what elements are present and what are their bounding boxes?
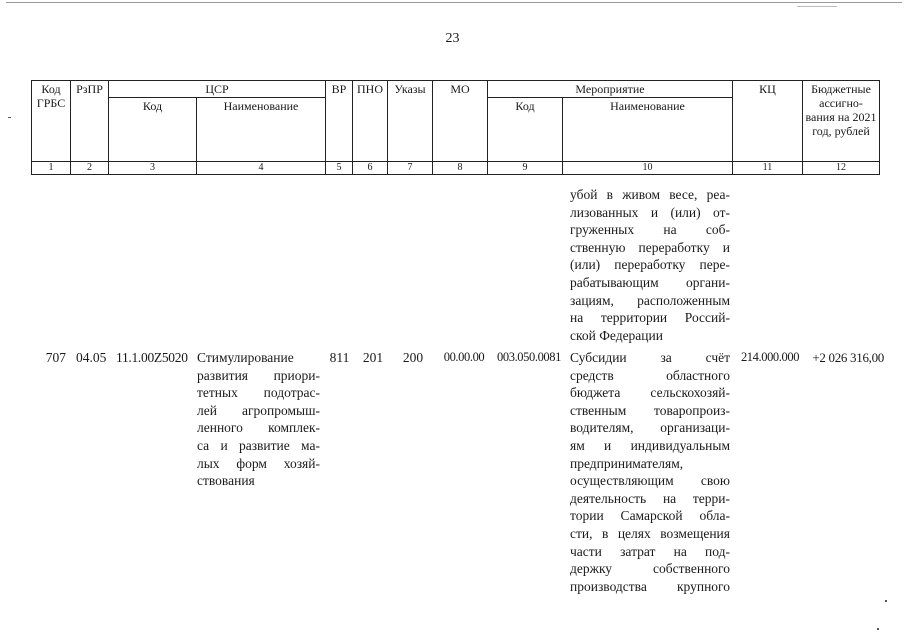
header-meropriyatie: Мероприятие [488,81,733,98]
row-mer-name: Субсидии за счёт средств областного бюджета сельскохозяй- ственным товаропроиз- водителям, организаци- ям и индивидуальным предпринимателям, осуществляющим свою деятельность на терри- тории Самарской обла- сти, в целях возмещения части затрат на под- держку собственного производства крупного [570,350,730,594]
row-rzpr: 04.05 [76,350,107,365]
row-kod-grbs: 707 [45,350,66,365]
row-kc: 214.000.000 [740,350,800,364]
row-mer-kod: 003.050.0081 [497,350,561,364]
page-top-edge [6,2,902,3]
column-number: 6 [353,162,388,175]
header-mer-kod: Код [488,98,563,162]
header-csr-kod: Код [109,98,197,162]
column-number: 3 [109,162,197,175]
header-mer-name: Наименование [563,98,733,162]
column-number: 2 [71,162,109,175]
header-rzpr: РзПР [71,81,109,162]
header-ukazy: Указы [388,81,433,162]
header-kod-grbs: Код ГРБС [32,81,71,162]
row-budget: +2 026 316,00 [812,350,884,365]
scan-speck [797,6,837,7]
row-vr: 811 [329,350,350,365]
column-number: 8 [433,162,488,175]
scan-speck [885,600,887,602]
column-number: 12 [803,162,880,175]
row-ukazy: 200 [402,350,424,365]
column-number: 1 [32,162,71,175]
column-number: 5 [326,162,353,175]
column-number: 7 [388,162,433,175]
row-pno: 201 [362,350,384,365]
column-number: 11 [733,162,803,175]
header-csr-name: Наименование [197,98,326,162]
header-mo: МО [433,81,488,162]
header-csr: ЦСР [109,81,326,98]
continued-measure-name: убой в живом весе, реа- лизованных и (или) от- груженных на соб- ственную переработку и (или) переработку пере- рабатывающим органи- зациям, расположенным на территории Россий- ской Федерации [570,187,730,343]
page-number: 23 [445,31,460,46]
header-kc: КЦ [733,81,803,162]
scan-speck [877,628,879,630]
row-mo: 00.00.00 [443,350,485,364]
column-number: 10 [563,162,733,175]
scan-speck [8,117,11,118]
column-number: 9 [488,162,563,175]
header-pno: ПНО [353,81,388,162]
header-budget: Бюджетные ассигно- вания на 2021 год, рублей [803,81,880,162]
row-csr-kod: 11.1.00Z5020 [116,350,188,365]
header-vr: ВР [326,81,353,162]
column-number: 4 [197,162,326,175]
budget-table-header [31,80,880,175]
row-csr-name: Стимулирование развития приори- тетных подотрас- лей агропромыш- ленного комплек- са и развитие ма- лых форм хозяй- ствования [197,350,320,489]
